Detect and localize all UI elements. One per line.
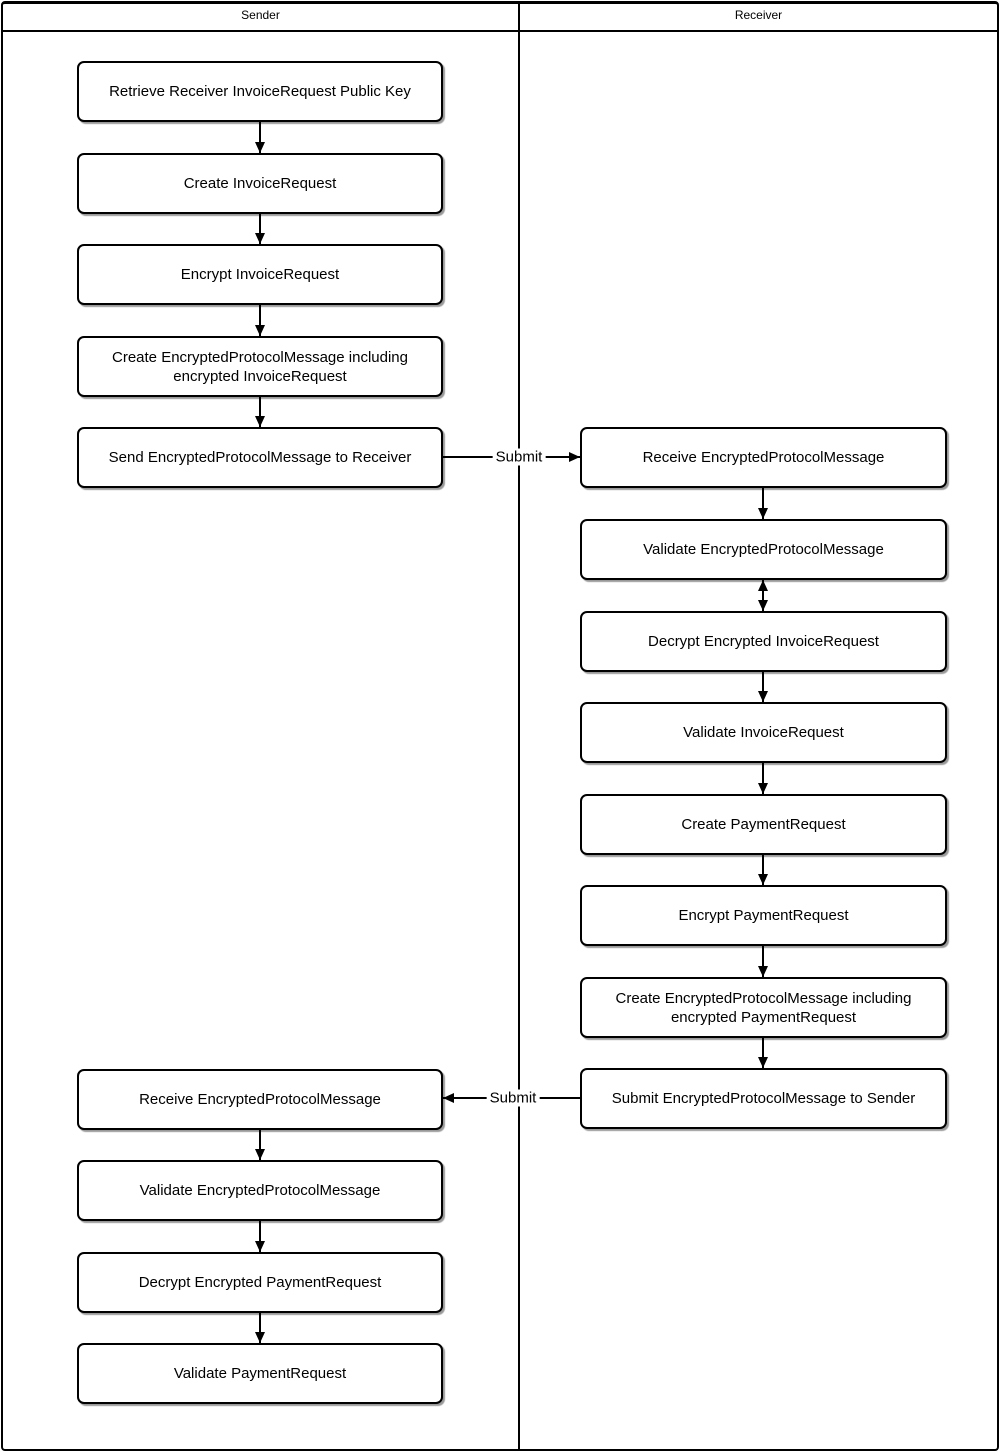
node-label: Create PaymentRequest — [681, 816, 846, 833]
node-submit-encryptedprotocolmessage-to-sender — [580, 1068, 947, 1129]
connector-s8-s9-arrow — [259, 1313, 261, 1343]
connector-r4-r5-arrow — [762, 763, 764, 794]
connector-r3-r4-arrow — [762, 672, 764, 702]
connector-s1-s2-arrow — [259, 122, 261, 153]
connector-s6-s7-arrow — [259, 1130, 261, 1160]
node-validate-encryptedprotocolmessage-receiver — [580, 519, 947, 580]
lane-divider — [518, 3, 520, 1449]
connector-s3-s4-arrow — [259, 305, 261, 336]
node-decrypt-encrypted-invoicerequest — [580, 611, 947, 672]
node-send-encryptedprotocolmessage-to-receiver — [77, 427, 443, 488]
node-label: Receive EncryptedProtocolMessage — [642, 449, 885, 466]
node-label: Decrypt Encrypted PaymentRequest — [138, 1274, 382, 1291]
node-encrypt-paymentrequest — [580, 885, 947, 946]
connector-s4-s5-arrow — [259, 397, 261, 427]
connector-r2-r3-double-arrow — [762, 580, 764, 611]
node-create-invoicerequest — [77, 153, 443, 214]
node-validate-paymentrequest — [77, 1343, 443, 1404]
node-create-encryptedprotocolmessage-paymentrequest — [580, 977, 947, 1038]
node-label: Encrypt InvoiceRequest — [180, 266, 340, 283]
node-label: Decrypt Encrypted InvoiceRequest — [648, 633, 879, 650]
node-label: Create InvoiceRequest — [183, 175, 337, 192]
node-create-paymentrequest — [580, 794, 947, 855]
connector-r1-r2-arrow — [762, 488, 764, 519]
edge-label-submit-forward: Submit — [493, 449, 546, 466]
connector-r7-r8-arrow — [762, 1038, 764, 1068]
node-label: Create EncryptedProtocolMessage including encrypted PaymentRequest — [615, 989, 912, 1026]
node-receive-encryptedprotocolmessage — [580, 427, 947, 488]
connector-s7-s8-arrow — [259, 1221, 261, 1252]
node-validate-invoicerequest — [580, 702, 947, 763]
lane-header-sender: Sender — [241, 8, 280, 22]
node-label: Create EncryptedProtocolMessage including encrypted InvoiceRequest — [112, 348, 408, 385]
node-decrypt-encrypted-paymentrequest — [77, 1252, 443, 1313]
node-label: Receive EncryptedProtocolMessage — [139, 1091, 381, 1108]
node-label: Retrieve Receiver InvoiceRequest Public Key — [109, 83, 411, 100]
node-label: Validate EncryptedProtocolMessage — [139, 1182, 381, 1199]
node-create-encryptedprotocolmessage-invoicerequest — [77, 336, 443, 397]
connector-r5-r6-arrow — [762, 855, 764, 885]
node-label: Validate PaymentRequest — [173, 1365, 347, 1382]
lane-header-receiver: Receiver — [734, 8, 783, 22]
node-label: Encrypt PaymentRequest — [678, 907, 849, 924]
connector-s2-s3-arrow — [259, 214, 261, 244]
edge-label-submit-back: Submit — [487, 1090, 540, 1107]
node-receive-encryptedprotocolmessage-sender — [77, 1069, 443, 1130]
node-label: Validate EncryptedProtocolMessage — [643, 541, 884, 558]
node-validate-encryptedprotocolmessage-sender — [77, 1160, 443, 1221]
lane-header-separator — [3, 30, 997, 32]
connector-r6-r7-arrow — [762, 946, 764, 977]
node-label: Submit EncryptedProtocolMessage to Sender — [611, 1090, 916, 1107]
node-encrypt-invoicerequest — [77, 244, 443, 305]
node-label: Validate InvoiceRequest — [683, 724, 844, 741]
node-retrieve-invoicerequest-public-key — [77, 61, 443, 122]
node-label: Send EncryptedProtocolMessage to Receiver — [108, 449, 412, 466]
